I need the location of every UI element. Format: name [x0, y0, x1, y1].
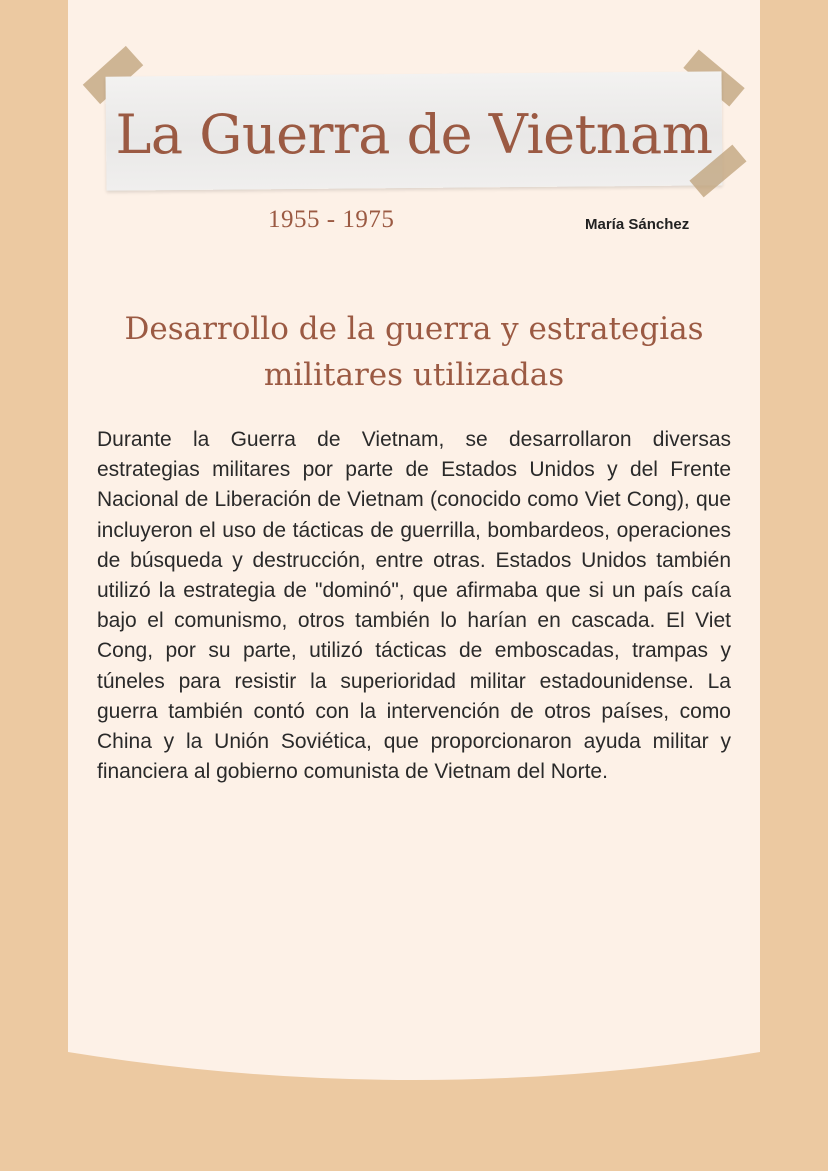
- page-title: La Guerra de Vietnam: [115, 103, 713, 166]
- date-range: 1955 - 1975: [268, 206, 395, 233]
- section-title: Desarrollo de la guerra y estrategias militares utilizadas: [124, 311, 704, 393]
- body-paragraph: Durante la Guerra de Vietnam, se desarrollaron diversas estrategias militares por parte de Estados Unidos y del Frente Nacional de Liberación de Vietnam (conocido como Viet Cong), que incluyeron el uso de tácticas de guerrilla, bombardeos, operaciones de búsqueda y destrucción, entre otras. Estados Unidos también utilizó la estrategia de "dominó", que afirmaba que si un país caía bajo el comunismo, otros también lo harían en cascada. El Viet Cong, por su parte, utilizó tácticas de emboscadas, trampas y túneles para resistir la superioridad militar estadounidense. La guerra también contó con la intervención de otros países, como China y la Unión Soviética, que proporcionaron ayuda militar y financiera al gobierno comunista de Vietnam del Norte.: [97, 428, 731, 784]
- author-name: María Sánchez: [585, 216, 690, 233]
